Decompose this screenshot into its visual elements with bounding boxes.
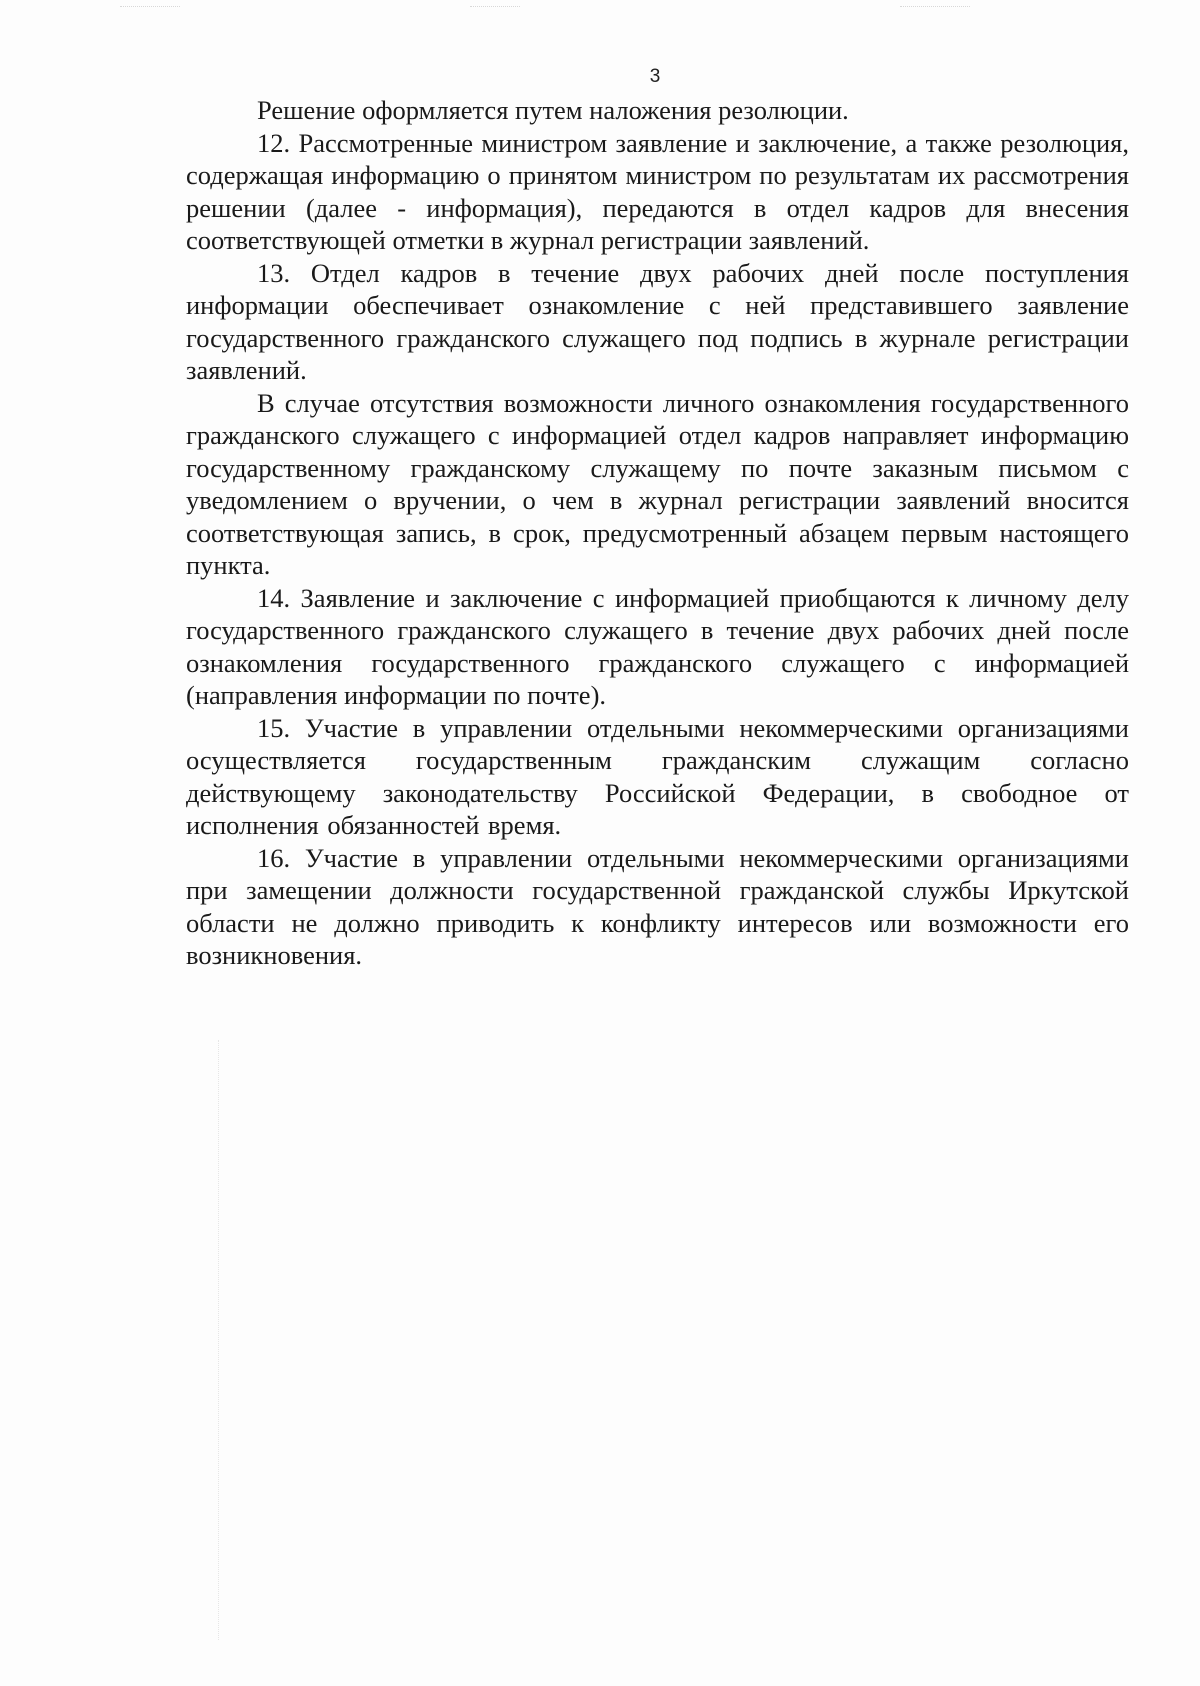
document-body — [186, 94, 1129, 972]
scan-artifact — [900, 6, 970, 8]
scan-artifact — [218, 1040, 220, 1640]
paragraph-13-case: В случае отсутствия возможности личного ознакомления государственного гражданского служащего с информацией отдел кадров направляет информацию государственному гражданскому служащему по почте заказным письмом с уведомлением о вручении, о чем в журнал регистрации заявлений вносится соответствующая запись, в срок, предусмотренный абзацем первым настоящего пункта. — [186, 387, 1129, 580]
paragraph-16: 16. Участие в управлении отдельными некоммерческими организациями при замещении должности государственной гражданской службы Иркутской области не должно приводить к конфликту интересов или возможности его возникновения. — [186, 842, 1129, 970]
scan-artifact — [120, 6, 180, 8]
paragraph-15: 15. Участие в управлении отдельными некоммерческими организациями осуществляется государственным гражданским служащим согласно действующему законодательству Российской Федерации, в свободное от исполнения обязанностей время. — [186, 712, 1129, 840]
paragraph-resolution: Решение оформляется путем наложения резолюции. — [257, 95, 849, 125]
page-number: 3 — [649, 66, 661, 87]
paragraph-13: 13. Отдел кадров в течение двух рабочих дней после поступления информации обеспечивает ознакомление с ней представившего заявление государственного гражданского служащего под подпись в журнале регистрации заявлений. — [186, 257, 1129, 385]
paragraph-14: 14. Заявление и заключение с информацией приобщаются к личному делу государственного гражданского служащего в течение двух рабочих дней после ознакомления государственного гражданского служащего с информацией (направления информации по почте). — [186, 582, 1129, 710]
scan-artifact — [470, 6, 520, 8]
paragraph-12: 12. Рассмотренные министром заявление и заключение, а также резолюция, содержащая информацию о принятом министром по результатам их рассмотрения решении (далее - информация), передаются в отдел кадров для внесения соответствующей отметки в журнал регистрации заявлений. — [186, 127, 1129, 255]
